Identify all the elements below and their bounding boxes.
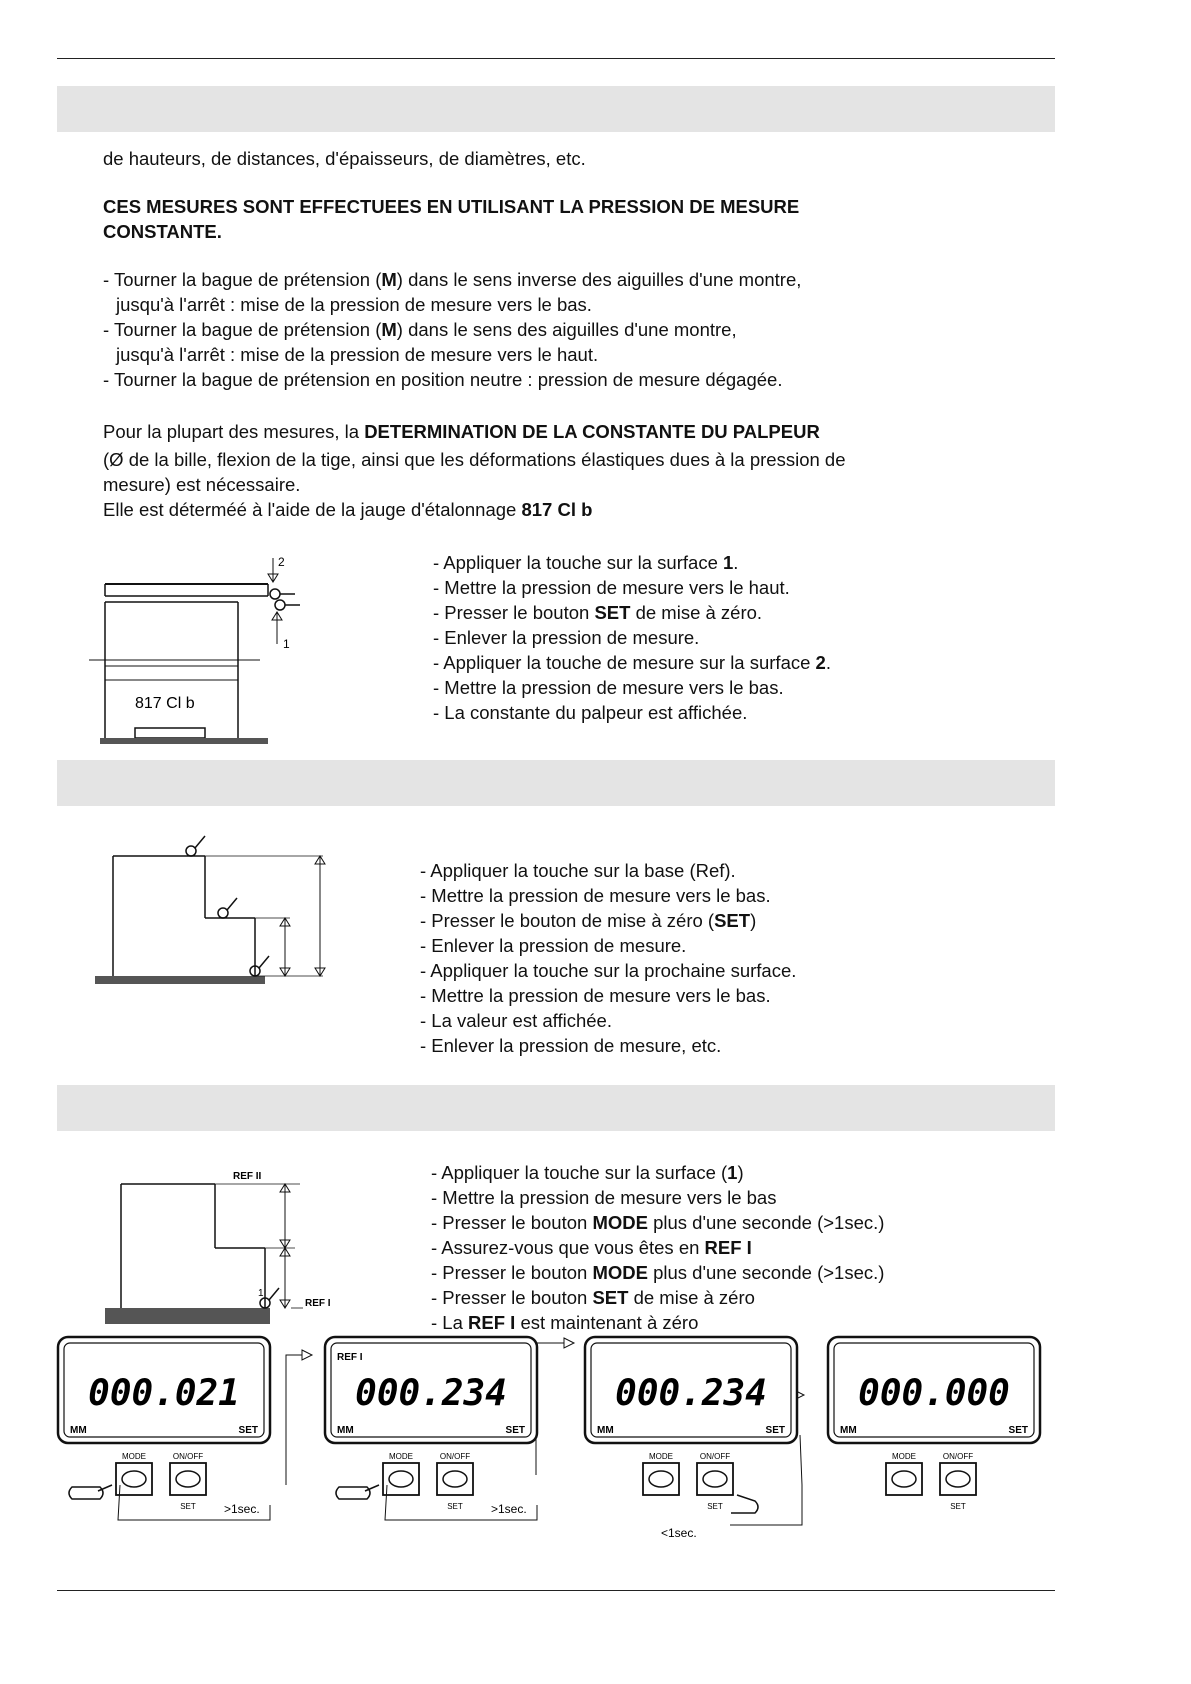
mode-button-label: MODE <box>649 1452 673 1461</box>
section2-step: - Appliquer la touche sur la base (Ref). <box>420 860 736 881</box>
display-sequence <box>50 1335 1050 1545</box>
section1-step: - Appliquer la touche de mesure sur la surface 2. <box>433 652 831 673</box>
step-height-diagram <box>95 836 335 996</box>
warning-line-2: CONSTANTE. <box>103 221 222 242</box>
set-label: SET <box>707 1502 723 1511</box>
lcd-ref-indicator: REF I <box>337 1352 363 1363</box>
section2-step: - Presser le bouton de mise à zéro (SET) <box>420 910 757 931</box>
section3-step: - Presser le bouton SET de mise à zéro <box>431 1287 755 1308</box>
calibration-gauge-diagram <box>95 548 295 748</box>
section2-step: - Mettre la pression de mesure vers le bas. <box>420 985 771 1006</box>
section1-step: - La constante du palpeur est affichée. <box>433 702 748 723</box>
ref2-label: REF II <box>233 1171 262 1182</box>
section1-step: - Appliquer la touche sur la surface 1. <box>433 552 739 573</box>
lcd-panel <box>828 1337 1040 1511</box>
section1-step: - Presser le bouton SET de mise à zéro. <box>433 602 763 623</box>
lcd-set-indicator: SET <box>505 1425 525 1436</box>
section2-step: - La valeur est affichée. <box>420 1010 612 1031</box>
onoff-button-label: ON/OFF <box>172 1452 204 1461</box>
onoff-button-label: ON/OFF <box>439 1452 471 1461</box>
mode-button-label: MODE <box>892 1452 916 1461</box>
lcd-set-indicator: SET <box>1008 1425 1028 1436</box>
bullet-2: - Tourner la bague de prétension (M) dans le sens des aiguilles d'une montre, <box>103 319 737 340</box>
lcd-unit-label: MM <box>337 1425 354 1436</box>
section2-step: - Appliquer la touche sur la prochaine surface. <box>420 960 797 981</box>
pointing-hand-icon <box>69 1485 112 1499</box>
mode-button-label: MODE <box>389 1452 413 1461</box>
top-rule <box>57 58 1055 59</box>
section3-step: - La REF I est maintenant à zéro <box>431 1312 699 1333</box>
probe-constant-paragraph: Pour la plupart des mesures, la DETERMINATION DE LA CONSTANTE DU PALPEUR <box>103 421 820 442</box>
ref1-label: REF I <box>305 1298 331 1309</box>
probe-constant-line-4: Elle est déterméé à l'aide de la jauge d'étalonnage 817 Cl b <box>103 499 593 520</box>
lcd-unit-label: MM <box>597 1425 614 1436</box>
warning-line-1: CES MESURES SONT EFFECTUEES EN UTILISANT LA PRESSION DE MESURE <box>103 196 800 217</box>
lcd-unit-label: MM <box>70 1425 87 1436</box>
surface-2-label: 2 <box>278 555 285 569</box>
timing-label: >1sec. <box>224 1502 260 1516</box>
lcd-set-indicator: SET <box>238 1425 258 1436</box>
section2-steps <box>420 858 796 1058</box>
section-heading-band-3 <box>57 1085 1055 1131</box>
bullet-2-cont: jusqu'à l'arrêt : mise de la pression de mesure vers le haut. <box>116 344 599 365</box>
mode-button-label: MODE <box>122 1452 146 1461</box>
section1-step: - Mettre la pression de mesure vers le haut. <box>433 577 790 598</box>
timing-label: >1sec. <box>491 1502 527 1516</box>
lcd-panel <box>585 1337 797 1540</box>
section3-step: - Appliquer la touche sur la surface (1) <box>431 1162 744 1183</box>
probe-constant-line-2: (Ø de la bille, flexion de la tige, ainsi que les déformations élastiques dues à la pression de <box>103 449 846 470</box>
bullet-1-cont: jusqu'à l'arrêt : mise de la pression de mesure vers le bas. <box>116 294 592 315</box>
lcd-set-indicator: SET <box>765 1425 785 1436</box>
section1-step: - Mettre la pression de mesure vers le bas. <box>433 677 784 698</box>
section1-step: - Enlever la pression de mesure. <box>433 627 700 648</box>
section-heading-band-1 <box>57 86 1055 132</box>
set-label: SET <box>950 1502 966 1511</box>
section2-step: - Enlever la pression de mesure, etc. <box>420 1035 722 1056</box>
bullet-1: - Tourner la bague de prétension (M) dans le sens inverse des aiguilles d'une montre, <box>103 269 802 290</box>
intro-line: de hauteurs, de distances, d'épaisseurs, de diamètres, etc. <box>103 148 586 169</box>
section3-step: - Presser le bouton MODE plus d'une seconde (>1sec.) <box>431 1262 885 1283</box>
lcd-readout: 000.234 <box>615 1373 767 1414</box>
section1-steps <box>433 550 831 725</box>
lcd-readout: 000.000 <box>858 1373 1010 1414</box>
section-heading-band-2 <box>57 760 1055 806</box>
probe-constant-line-3: mesure) est nécessaire. <box>103 474 301 495</box>
section3-steps <box>431 1160 884 1335</box>
section3-step: - Assurez-vous que vous êtes en REF I <box>431 1237 752 1258</box>
pointing-hand-icon <box>731 1495 758 1513</box>
lcd-panel <box>58 1337 270 1520</box>
onoff-button-label: ON/OFF <box>699 1452 731 1461</box>
gauge-label: 817 Cl b <box>135 695 195 712</box>
ref-diagram <box>105 1168 345 1328</box>
set-label: SET <box>447 1502 463 1511</box>
lcd-panel <box>325 1337 537 1520</box>
onoff-button-label: ON/OFF <box>942 1452 974 1461</box>
section3-step: - Presser le bouton MODE plus d'une seconde (>1sec.) <box>431 1212 885 1233</box>
surface-1-label: 1 <box>283 637 290 651</box>
surface-1-label-s3: 1 <box>258 1288 264 1299</box>
lcd-readout: 000.234 <box>355 1373 507 1414</box>
section2-step: - Mettre la pression de mesure vers le bas. <box>420 885 771 906</box>
section2-step: - Enlever la pression de mesure. <box>420 935 687 956</box>
set-label: SET <box>180 1502 196 1511</box>
lcd-unit-label: MM <box>840 1425 857 1436</box>
section3-step: - Mettre la pression de mesure vers le bas <box>431 1187 777 1208</box>
pointing-hand-icon <box>336 1485 379 1499</box>
timing-label: <1sec. <box>661 1526 697 1540</box>
bullet-3: - Tourner la bague de prétension en position neutre : pression de mesure dégagée. <box>103 369 783 390</box>
intro-text <box>103 146 846 522</box>
lcd-readout: 000.021 <box>88 1373 240 1414</box>
bottom-rule <box>57 1590 1055 1591</box>
